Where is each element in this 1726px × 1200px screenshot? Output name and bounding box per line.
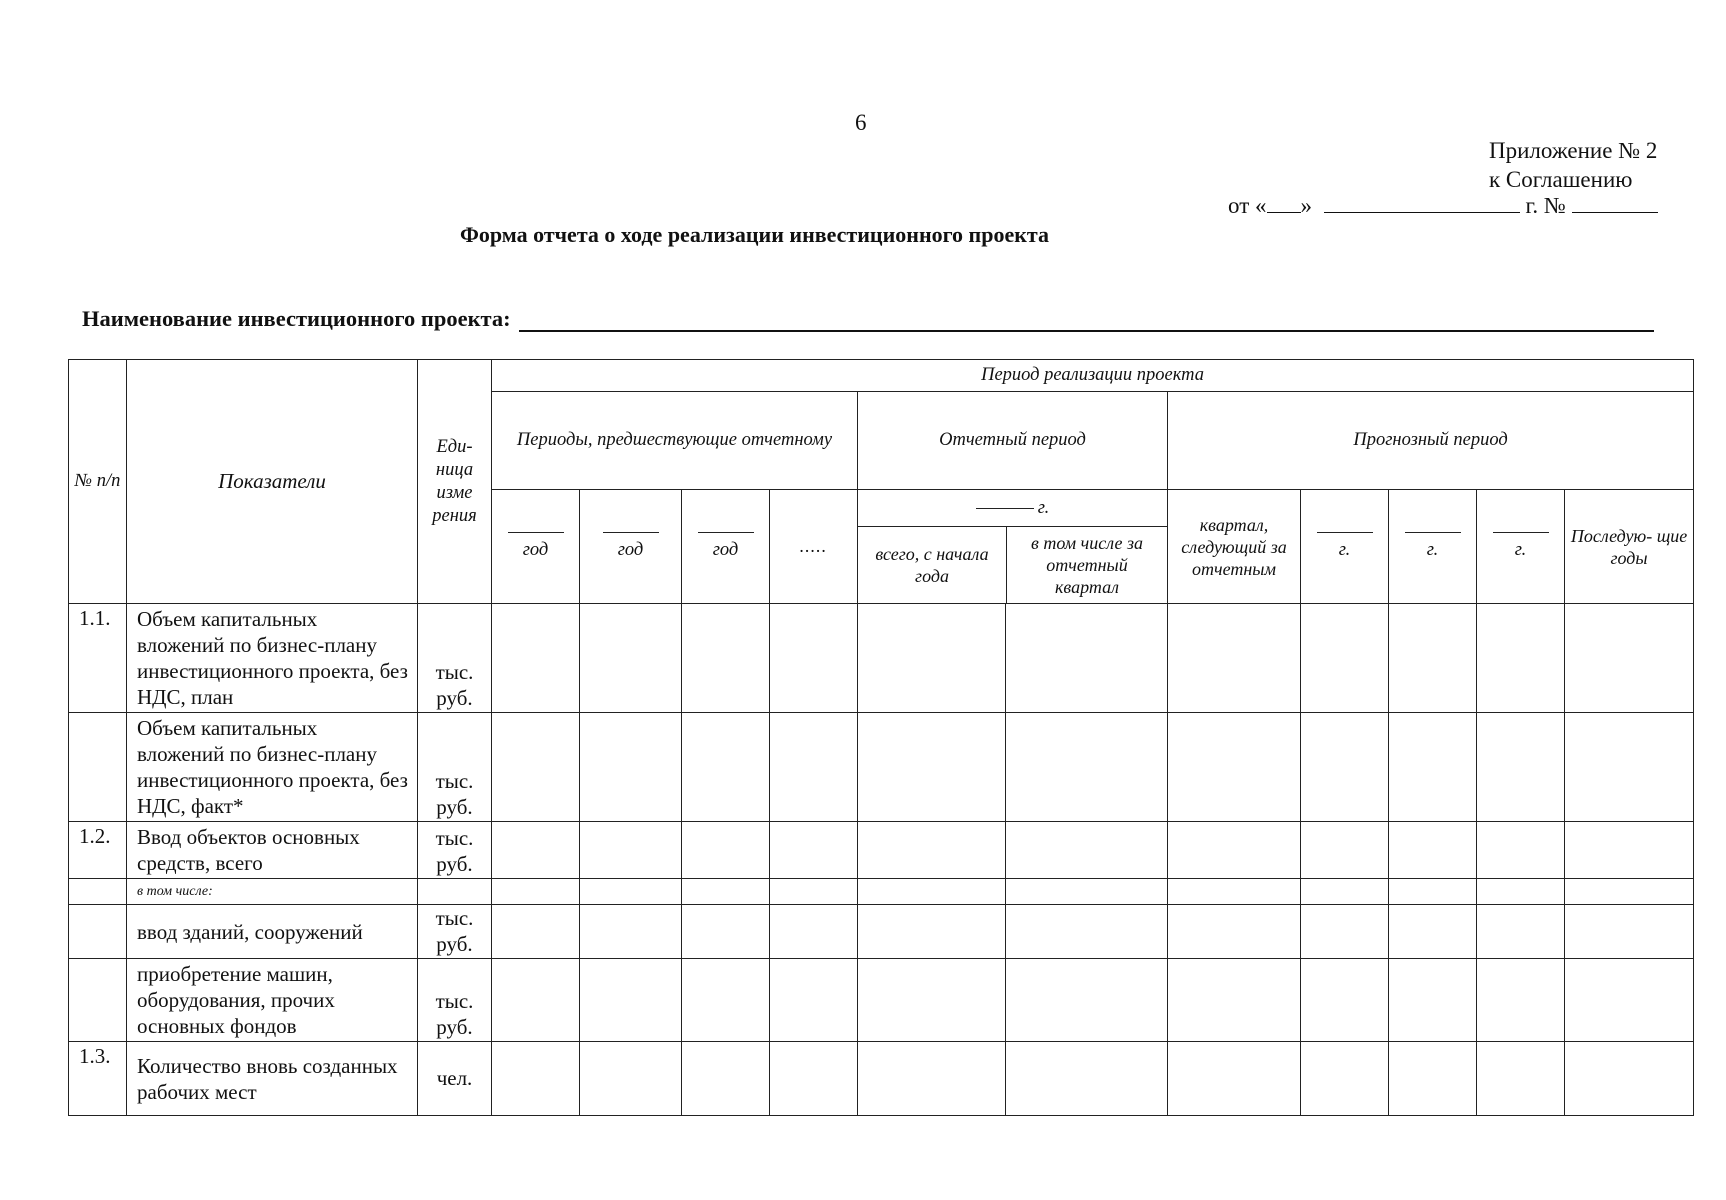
row-indicator: Ввод объектов основных средств, всего — [127, 822, 418, 879]
data-cell[interactable] — [858, 822, 1006, 879]
data-cell[interactable] — [1301, 1042, 1389, 1116]
data-cell[interactable] — [770, 879, 858, 905]
data-cell[interactable] — [770, 905, 858, 959]
header-next-quarter: квартал, следующий за отчетным — [1168, 490, 1301, 604]
data-cell[interactable] — [1006, 713, 1168, 822]
data-cell[interactable] — [1389, 822, 1477, 879]
data-cell[interactable] — [1168, 879, 1301, 905]
project-name-label: Наименование инвестиционного проекта: — [82, 306, 511, 331]
data-cell[interactable] — [858, 879, 1006, 905]
row-indicator: Объем капитальных вложений по бизнес-плану инвестиционного проекта, без НДС, факт* — [127, 713, 418, 822]
data-cell[interactable] — [1301, 879, 1389, 905]
table-row — [69, 959, 1694, 1042]
page-number: 6 — [855, 110, 867, 135]
data-cell[interactable] — [682, 713, 770, 822]
header-reporting-year — [858, 490, 1168, 604]
data-cell[interactable] — [770, 1042, 858, 1116]
data-cell[interactable] — [580, 1042, 682, 1116]
agreement-number-blank-field[interactable] — [1572, 194, 1658, 213]
data-cell[interactable] — [492, 879, 580, 905]
header-forecast-year-1: г. — [1301, 490, 1389, 604]
row-unit: тыс. руб. — [418, 713, 492, 822]
row-unit: тыс. руб. — [418, 822, 492, 879]
row-indicator: Объем капитальных вложений по бизнес-плану инвестиционного проекта, без НДС, план — [127, 604, 418, 713]
row-unit — [418, 879, 492, 905]
data-cell[interactable] — [770, 822, 858, 879]
data-cell[interactable] — [1301, 959, 1389, 1042]
table-row — [69, 1042, 1694, 1116]
data-cell[interactable] — [580, 879, 682, 905]
appendix-agreement: к Соглашению — [1489, 167, 1633, 192]
reporting-subcolumns — [858, 527, 1167, 603]
data-cell[interactable] — [1477, 822, 1565, 879]
header-num: № п/п — [69, 360, 127, 604]
row-unit: тыс. руб. — [418, 905, 492, 959]
data-cell[interactable] — [1168, 959, 1301, 1042]
data-cell[interactable] — [1565, 822, 1694, 879]
header-forecast-period: Прогнозный период — [1168, 392, 1694, 490]
row-num — [69, 713, 127, 822]
data-cell[interactable] — [1168, 1042, 1301, 1116]
row-num: 1.2. — [69, 822, 127, 879]
day-blank-field[interactable] — [1267, 194, 1301, 213]
date-year-number: г. № — [1525, 193, 1566, 218]
report-table — [68, 359, 1694, 1116]
data-cell[interactable] — [1565, 959, 1694, 1042]
appendix-number: Приложение № 2 — [1489, 138, 1658, 163]
data-cell[interactable] — [770, 713, 858, 822]
row-num — [69, 879, 127, 905]
data-cell[interactable] — [492, 604, 580, 713]
row-num: 1.3. — [69, 1042, 127, 1116]
data-cell[interactable] — [580, 604, 682, 713]
data-cell[interactable] — [1565, 604, 1694, 713]
header-year-1: год — [492, 490, 580, 604]
data-cell[interactable] — [1006, 822, 1168, 879]
header-row-1 — [69, 360, 1694, 392]
header-year-2: год — [580, 490, 682, 604]
header-indicators: Показатели — [127, 360, 418, 604]
table-row — [69, 604, 1694, 713]
data-cell[interactable] — [1168, 604, 1301, 713]
header-more-years: ..... — [770, 490, 858, 604]
row-unit: чел. — [418, 1042, 492, 1116]
data-cell[interactable] — [1389, 1042, 1477, 1116]
data-cell[interactable] — [1168, 822, 1301, 879]
data-cell[interactable] — [1301, 822, 1389, 879]
data-cell[interactable] — [1006, 959, 1168, 1042]
table-row — [69, 879, 1694, 905]
project-name-row — [82, 306, 1654, 332]
data-cell[interactable] — [492, 905, 580, 959]
table-row — [69, 822, 1694, 879]
data-cell[interactable] — [858, 905, 1006, 959]
data-cell[interactable] — [1477, 713, 1565, 822]
data-cell[interactable] — [580, 959, 682, 1042]
data-cell[interactable] — [1477, 604, 1565, 713]
data-cell[interactable] — [1301, 713, 1389, 822]
data-cell[interactable] — [492, 822, 580, 879]
data-cell[interactable] — [1168, 713, 1301, 822]
data-cell[interactable] — [1389, 959, 1477, 1042]
table-row — [69, 905, 1694, 959]
data-cell[interactable] — [770, 604, 858, 713]
row-unit: тыс. руб. — [418, 604, 492, 713]
data-cell[interactable] — [682, 1042, 770, 1116]
table-row — [69, 713, 1694, 822]
data-cell[interactable] — [1477, 1042, 1565, 1116]
agreement-date-line — [1228, 193, 1658, 219]
data-cell[interactable] — [682, 959, 770, 1042]
data-cell[interactable] — [1477, 959, 1565, 1042]
data-cell[interactable] — [580, 905, 682, 959]
header-subsequent-years: Последую- щие годы — [1565, 490, 1694, 604]
header-forecast-year-3: г. — [1477, 490, 1565, 604]
row-num: 1.1. — [69, 604, 127, 713]
data-cell[interactable] — [1565, 1042, 1694, 1116]
project-name-field[interactable] — [519, 308, 1654, 332]
data-cell[interactable] — [1477, 879, 1565, 905]
data-cell[interactable] — [492, 713, 580, 822]
header-project-period: Период реализации проекта — [492, 360, 1694, 392]
data-cell[interactable] — [1389, 604, 1477, 713]
data-cell[interactable] — [1006, 905, 1168, 959]
data-cell[interactable] — [1389, 905, 1477, 959]
data-cell[interactable] — [682, 822, 770, 879]
data-cell[interactable] — [1301, 604, 1389, 713]
header-year-3: год — [682, 490, 770, 604]
data-cell[interactable] — [1565, 905, 1694, 959]
header-reporting-period: Отчетный период — [858, 392, 1168, 490]
month-blank-field[interactable] — [1324, 194, 1520, 213]
data-cell[interactable] — [682, 879, 770, 905]
header-forecast-year-2: г. — [1389, 490, 1477, 604]
data-cell[interactable] — [1006, 604, 1168, 713]
data-cell[interactable] — [1565, 713, 1694, 822]
header-previous-periods: Периоды, предшествующие отчетному — [492, 392, 858, 490]
data-cell[interactable] — [492, 1042, 580, 1116]
row-indicator: в том числе: — [127, 879, 418, 905]
data-cell[interactable] — [1389, 879, 1477, 905]
row-unit: тыс. руб. — [418, 959, 492, 1042]
header-total-from-start: всего, с начала года — [858, 527, 1007, 603]
data-cell[interactable] — [1168, 905, 1301, 959]
data-cell[interactable] — [858, 713, 1006, 822]
data-cell[interactable] — [1006, 1042, 1168, 1116]
data-cell[interactable] — [580, 822, 682, 879]
data-cell[interactable] — [682, 604, 770, 713]
data-cell[interactable] — [770, 959, 858, 1042]
header-unit: Еди- ница изме рения — [418, 360, 492, 604]
data-cell[interactable] — [858, 1042, 1006, 1116]
reporting-year-cell: г. — [858, 490, 1167, 527]
data-cell[interactable] — [1389, 713, 1477, 822]
date-prefix: от « — [1228, 193, 1267, 218]
date-mid: » — [1300, 193, 1312, 218]
row-num — [69, 959, 127, 1042]
data-cell[interactable] — [1006, 879, 1168, 905]
data-cell[interactable] — [492, 959, 580, 1042]
data-cell[interactable] — [858, 959, 1006, 1042]
header-incl-reporting-quarter: в том числе за отчетный квартал — [1031, 533, 1143, 597]
row-indicator: ввод зданий, сооружений — [127, 905, 418, 959]
data-cell[interactable] — [1565, 879, 1694, 905]
data-cell[interactable] — [580, 713, 682, 822]
data-cell[interactable] — [682, 905, 770, 959]
data-cell[interactable] — [1301, 905, 1389, 959]
row-indicator: приобретение машин, оборудования, прочих основных фондов — [127, 959, 418, 1042]
row-num — [69, 905, 127, 959]
row-indicator: Количество вновь созданных рабочих мест — [127, 1042, 418, 1116]
data-cell[interactable] — [858, 604, 1006, 713]
form-title: Форма отчета о ходе реализации инвестиционного проекта — [460, 222, 1049, 247]
data-cell[interactable] — [1477, 905, 1565, 959]
appendix-header — [1489, 136, 1657, 194]
